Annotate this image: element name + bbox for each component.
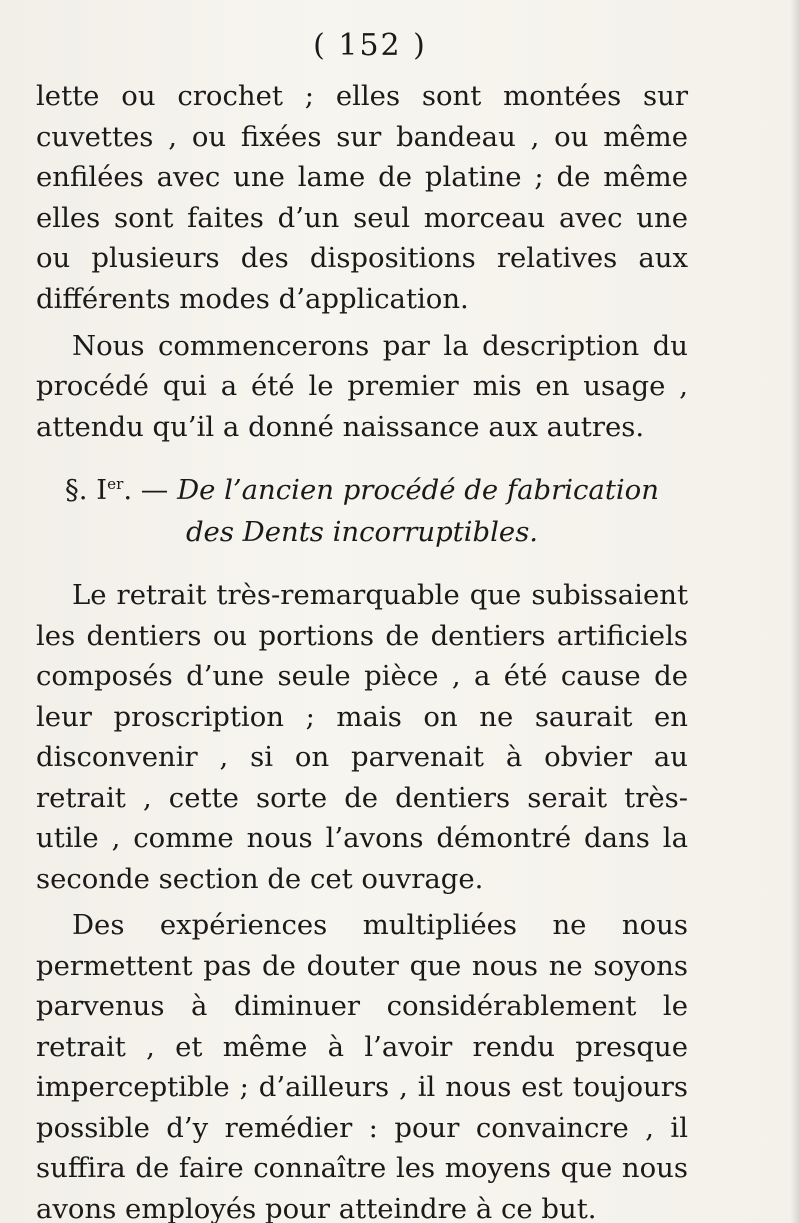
- paragraph-continuation: lette ou crochet ; elles sont montées sur cuvettes , ou fixées sur bandeau , ou même enfilées avec une lame de platine ; de même elles sont faites d’un seul morceau avec une ou plusieurs des dispositions relatives aux différents modes d’application.: [36, 80, 688, 315]
- paragraph-intro: Nous commencerons par la description du procédé qui a été le premier mis en usage , attendu qu’il a donné naissance aux autres.: [36, 329, 688, 443]
- section-dash: . —: [123, 474, 169, 507]
- section-heading: [36, 469, 688, 553]
- paragraph-experiences: Des expériences multipliées ne nous permettent pas de douter que nous ne soyons parvenus à diminuer considérablement le retrait , et même à l’avoir rendu presque imperceptible ; d’ailleurs , il nous est toujours possible d’y remédier : pour convaincre , il suffira de faire connaître les moyens que nous avons employés pour atteindre à ce but.: [36, 909, 688, 1223]
- section-title-line2: des Dents incorruptibles.: [185, 516, 539, 549]
- section-symbol: §. I: [65, 474, 108, 507]
- page-number: ( 152 ): [313, 28, 427, 63]
- section-ordinal: er: [107, 475, 124, 494]
- text-body: [36, 76, 688, 1223]
- page-edge-shadow: [790, 0, 800, 1223]
- paragraph-retrait: Le retrait très-remarquable que subissaient les dentiers ou portions de dentiers artificiels composés d’une seule pièce , a été cause de leur proscription ; mais on ne saurait en disconvenir , si on parvenait à obvier au retrait , cette sorte de dentiers serait très-utile , comme nous l’avons démontré dans la seconde section de cet ouvrage.: [36, 579, 688, 895]
- section-title-line1: De l’ancien procédé de fabrication: [177, 474, 659, 507]
